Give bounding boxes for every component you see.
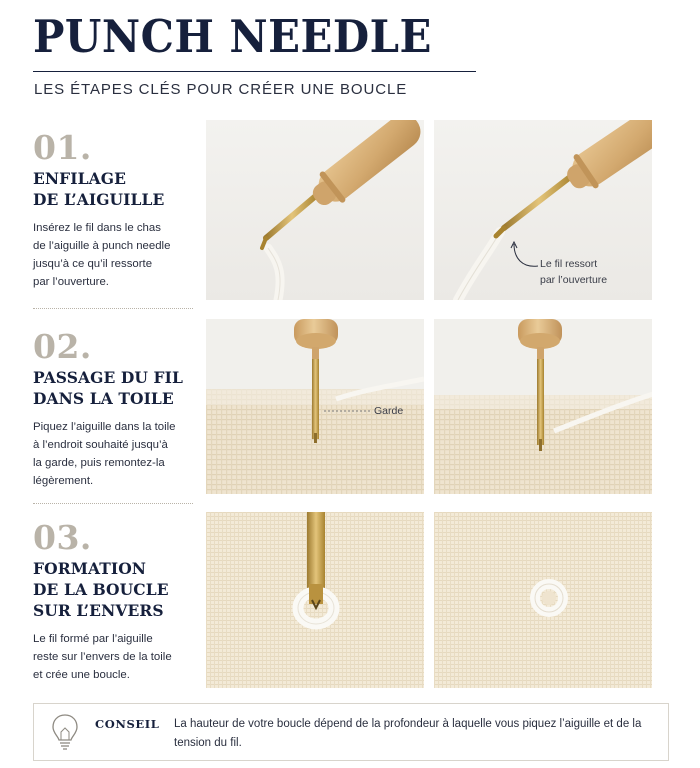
photo-loop-forming <box>206 512 424 688</box>
step-description: Piquez l’aiguille dans la toile à l’endroit souhaité jusqu’à la garde, puis remontez-la légèrement. <box>33 421 176 487</box>
callout-guard: Garde <box>374 405 404 417</box>
photo-needle-lifted <box>434 319 652 494</box>
step-number: 02. <box>33 327 92 366</box>
callout-yarn-exits: Le fil ressort par l’ouverture <box>540 258 608 286</box>
step-description: Le fil formé par l’aiguille reste sur l’envers de la toile et crée une boucle. <box>33 633 172 681</box>
tip-box <box>33 703 669 761</box>
page-title: PUNCH NEEDLE <box>33 10 432 63</box>
step-number: 01. <box>33 128 92 167</box>
title-divider <box>33 71 476 72</box>
step-description: Insérez le fil dans le chas de l’aiguille à punch needle jusqu’à ce qu’il ressorte par l’ouverture. <box>33 222 171 288</box>
step-divider <box>33 503 193 504</box>
photo-finished-loop <box>434 512 652 688</box>
tip-label: CONSEIL <box>95 717 160 731</box>
step-2 <box>33 327 198 490</box>
step-number: 03. <box>33 518 92 557</box>
step-title: ENFILAGE DE L’AIGUILLE <box>33 169 165 209</box>
step-divider <box>33 308 193 309</box>
photo-threading-needle <box>206 120 424 300</box>
step-title: PASSAGE DU FIL DANS LA TOILE <box>33 368 183 408</box>
page-subtitle: LES ÉTAPES CLÉS POUR CRÉER UNE BOUCLE <box>34 81 408 98</box>
tip-text: La hauteur de votre boucle dépend de la profondeur à laquelle vous piquez l’aiguille et de la tension du fil. <box>174 718 642 749</box>
step-title: FORMATION DE LA BOUCLE SUR L’ENVERS <box>33 559 169 620</box>
lightbulb-icon <box>50 712 80 757</box>
step-1 <box>33 128 198 291</box>
step-3 <box>33 518 198 684</box>
